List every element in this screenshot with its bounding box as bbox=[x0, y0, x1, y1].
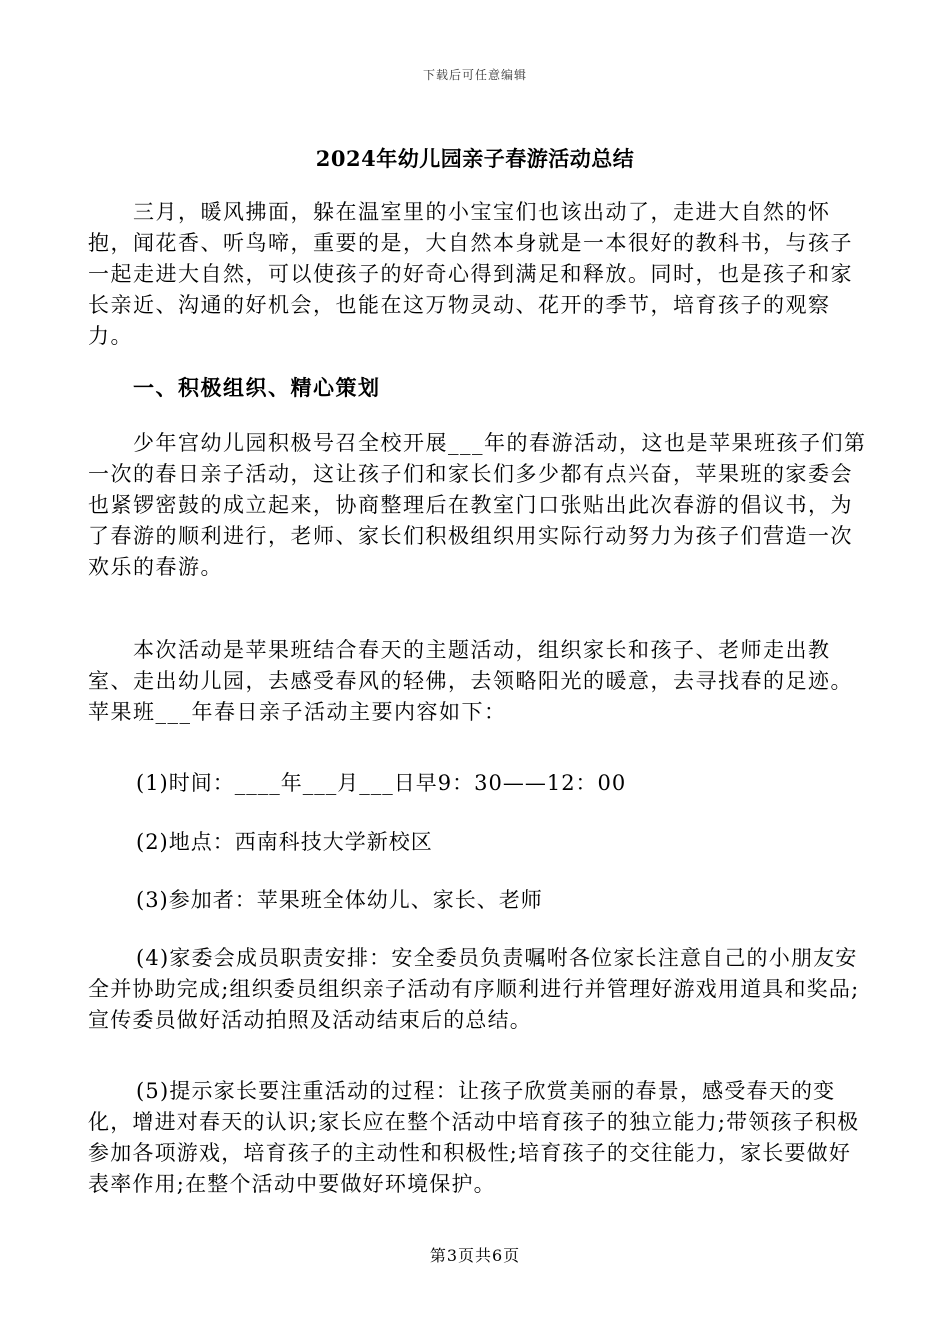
header-note: 下载后可任意编辑 bbox=[422, 68, 527, 82]
body-paragraph-2: 本次活动是苹果班结合春天的主题活动，组织家长和孩子、老师走出教室、走出幼儿园，去感受春风的轻佛，去领略阳光的暖意，去寻找春的足迹。苹果班___年春日亲子活动主要内容如下： bbox=[88, 638, 853, 724]
list-item-parent-tips: (5)提示家长要注重活动的过程：让孩子欣赏美丽的春景，感受春天的变化，增进对春天的认识;家长应在整个活动中培育孩子的独立能力;带领孩子积极参加各项游戏，培育孩子的主动性和积极性;培育孩子的交往能力，家长要做好表率作用;在整个活动中要做好环境保护。 bbox=[88, 1079, 860, 1196]
list-item-time: (1)时间：____年___月___日早9：30——12：00 bbox=[136, 771, 627, 795]
intro-paragraph: 三月，暖风拂面，躲在温室里的小宝宝们也该出动了，走进大自然的怀抱，闻花香、听鸟啼，重要的是，大自然本身就是一本很好的教科书，与孩子一起走进大自然，可以使孩子的好奇心得到满足和释放。同时，也是孩子和家长亲近、沟通的好机会，也能在这万物灵动、花开的季节，培育孩子的观察力。 bbox=[88, 200, 853, 348]
section-heading: 一、积极组织、精心策划 bbox=[133, 375, 381, 400]
list-item-participants: (3)参加者：苹果班全体幼儿、家长、老师 bbox=[136, 888, 543, 912]
list-item-committee-duties: (4)家委会成员职责安排：安全委员负责嘱咐各位家长注意自己的小朋友安全并协助完成;组织委员组织亲子活动有序顺利进行并管理好游戏用道具和奖品;宣传委员做好活动拍照及活动结束后的总结。 bbox=[88, 946, 860, 1032]
document-title: 2024年幼儿园亲子春游活动总结 bbox=[315, 146, 635, 171]
page-number: 第3页共6页 bbox=[429, 1246, 521, 1265]
body-paragraph-1: 少年宫幼儿园积极号召全校开展___年的春游活动，这也是苹果班孩子们第一次的春日亲子活动，这让孩子们和家长们多少都有点兴奋，苹果班的家委会也紧锣密鼓的成立起来，协商整理后在教室门口张贴出此次春游的倡议书，为了春游的顺利进行，老师、家长们积极组织用实际行动努力为孩子们营造一次欢乐的春游。 bbox=[88, 431, 867, 579]
list-item-location: (2)地点：西南科技大学新校区 bbox=[136, 830, 433, 854]
